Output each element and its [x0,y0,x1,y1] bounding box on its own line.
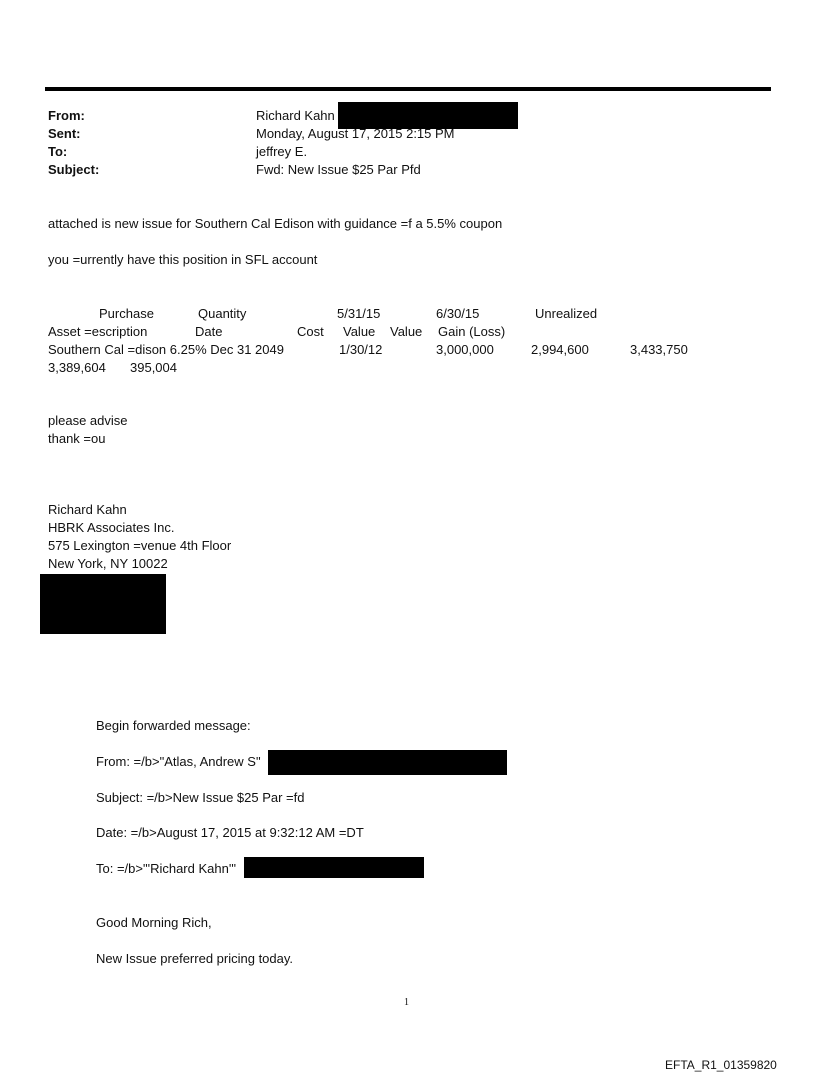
sent-label: Sent: [48,126,81,141]
table-cell-quantity: 3,000,000 [436,342,494,357]
table-cell-cost: 2,994,600 [531,342,589,357]
to-label: To: [48,144,68,159]
signature-name: Richard Kahn [48,502,127,517]
table-header-value-2: Value [390,324,423,339]
forwarded-intro: Begin forwarded message: [96,718,251,733]
body-line-2: you =urrently have this position in SFL account [48,252,318,267]
redaction-forwarded-from-email [268,750,507,775]
redaction-forwarded-to-email [244,857,424,878]
table-cell-value-1: 3,433,750 [630,342,688,357]
subject-value: Fwd: New Issue $25 Par Pfd [256,162,421,177]
subject-label: Subject: [48,162,100,177]
signature-city: New York, NY 10022 [48,556,168,571]
table-header-quantity: Quantity [198,306,247,321]
forwarded-greeting: Good Morning Rich, [96,915,212,930]
body-advise: please advise [48,413,128,428]
table-cell-purchase-date: 1/30/12 [339,342,383,357]
table-header-cost: Cost [297,324,324,339]
forwarded-subject: Subject: =/b>New Issue $25 Par =fd [96,790,305,805]
table-cell-gain-loss: 395,004 [130,360,177,375]
forwarded-date: Date: =/b>August 17, 2015 at 9:32:12 AM =DT [96,825,364,840]
table-header-date: Date [195,324,223,339]
table-cell-asset: Southern Cal =dison 6.25% Dec 31 2049 [48,342,284,357]
table-header-value-1: Value [343,324,376,339]
table-cell-value-2: 3,389,604 [48,360,106,375]
forwarded-from: From: =/b>"Atlas, Andrew S" [96,754,261,769]
from-value: Richard Kahn [256,108,335,123]
table-header-asset-description: Asset =escription [48,324,148,339]
signature-address: 575 Lexington =venue 4th Floor [48,538,232,553]
signature-company: HBRK Associates Inc. [48,520,175,535]
forwarded-to: To: =/b>"'Richard Kahn'" [96,861,236,876]
from-label: From: [48,108,85,123]
redaction-signature-contact [40,574,166,634]
table-header-purchase: Purchase [99,306,154,321]
forwarded-message: New Issue preferred pricing today. [96,951,294,966]
to-value: jeffrey E. [256,144,308,159]
body-thanks: thank =ou [48,431,106,446]
sent-value: Monday, August 17, 2015 2:15 PM [256,126,455,141]
header-rule [45,87,771,91]
table-header-unrealized: Unrealized [535,306,598,321]
document-id-footer: EFTA_R1_01359820 [665,1058,777,1072]
table-header-gain-loss: Gain (Loss) [438,324,506,339]
page-number: 1 [404,997,409,1008]
body-line-1: attached is new issue for Southern Cal Edison with guidance =f a 5.5% coupon [48,216,503,231]
table-header-date-2: 6/30/15 [436,306,480,321]
table-header-date-1: 5/31/15 [337,306,381,321]
